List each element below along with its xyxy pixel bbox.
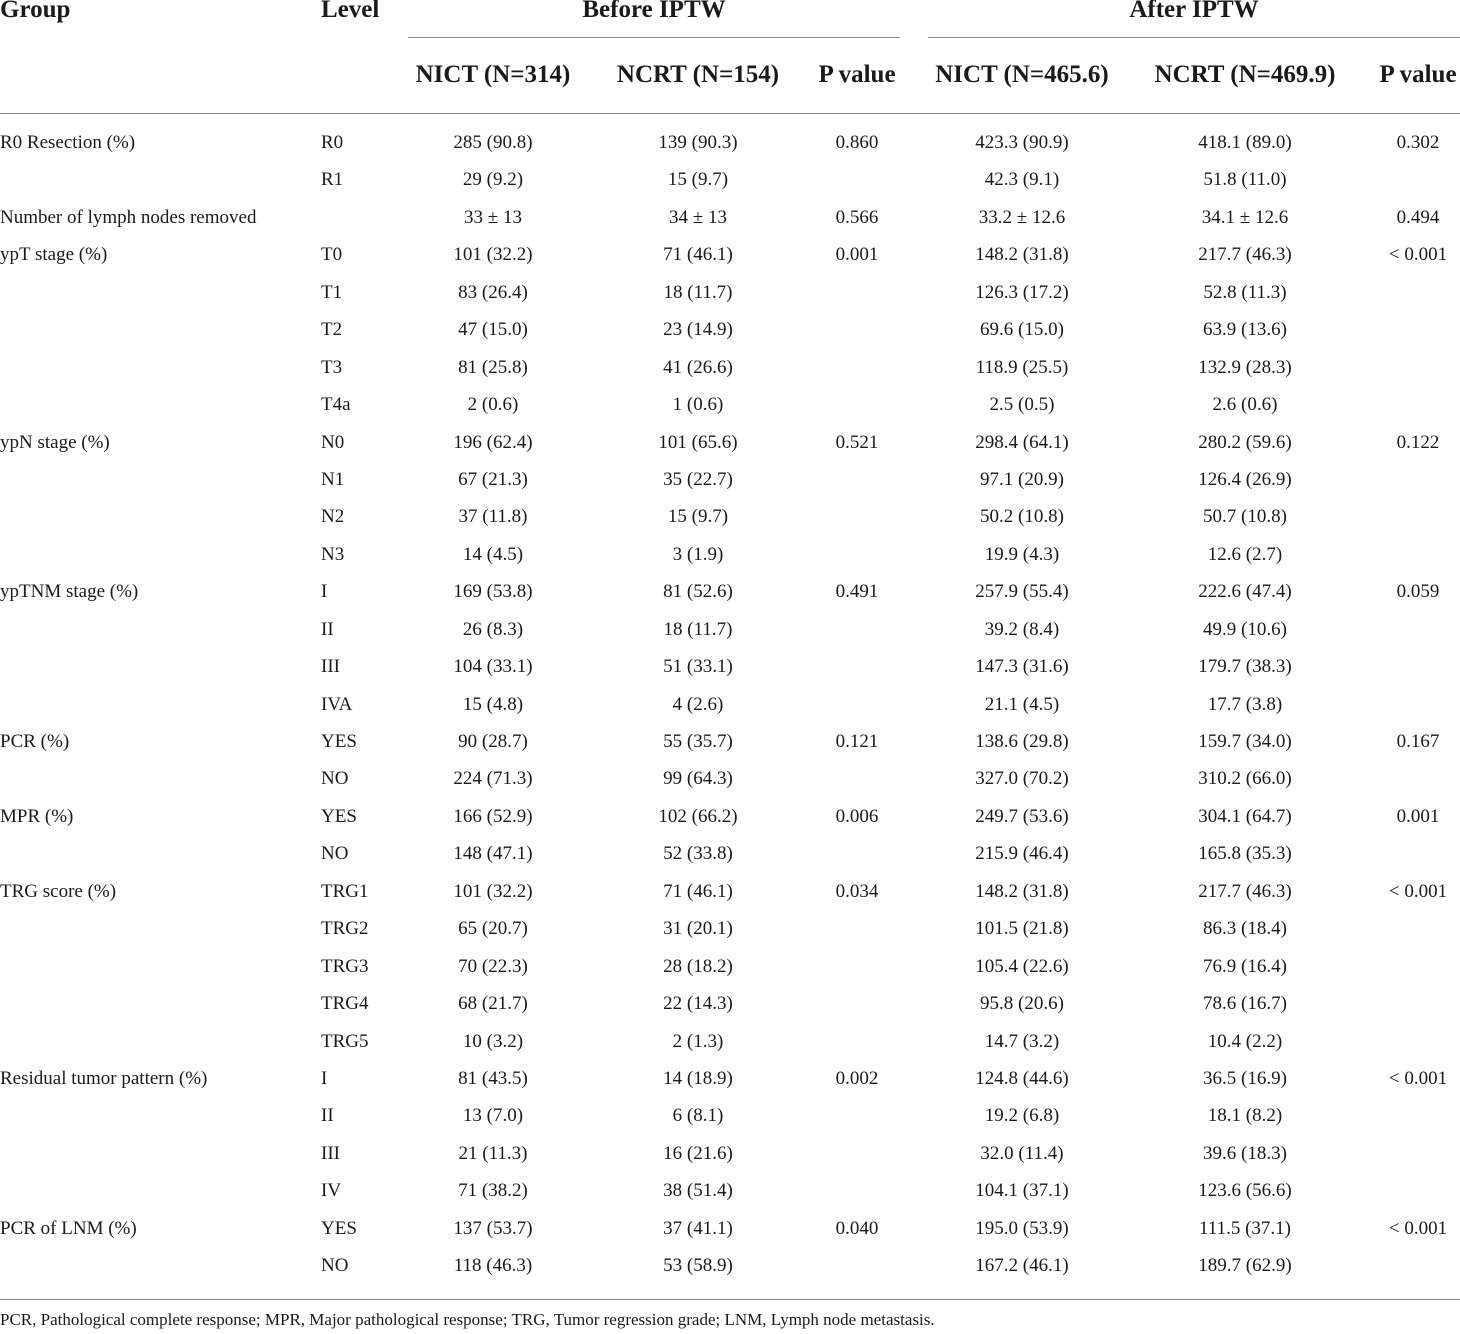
cell-level: III bbox=[321, 656, 340, 678]
cell-ncrt-after: 123.6 (56.6) bbox=[1198, 1180, 1292, 1202]
cell-ncrt-before: 14 (18.9) bbox=[663, 1067, 733, 1089]
cell-ncrt-after: 217.7 (46.3) bbox=[1198, 244, 1292, 266]
cell-nict-before: 90 (28.7) bbox=[458, 731, 528, 752]
cell-ncrt-after: 17.7 (3.8) bbox=[1207, 693, 1283, 715]
cell-nict-after: 138.6 (29.8) bbox=[975, 731, 1069, 752]
cell-ncrt-after: 18.1 (8.2) bbox=[1207, 1105, 1283, 1127]
table-row bbox=[0, 126, 1460, 163]
cell-p-before: 0.860 bbox=[835, 132, 879, 153]
table-row bbox=[0, 238, 1460, 275]
cell-nict-after: 101.5 (21.8) bbox=[975, 918, 1069, 940]
table-row bbox=[0, 688, 1460, 725]
header-p-before: P value bbox=[818, 61, 896, 88]
table-row bbox=[0, 1137, 1460, 1174]
cell-ncrt-before: 37 (41.1) bbox=[663, 1217, 733, 1239]
cell-ncrt-after: 280.2 (59.6) bbox=[1198, 431, 1292, 453]
cell-ncrt-after: 39.6 (18.3) bbox=[1203, 1142, 1287, 1164]
cell-nict-before: 166 (52.9) bbox=[453, 805, 533, 827]
cell-p-before: 0.121 bbox=[835, 731, 879, 752]
cell-nict-before: 33 ± 13 bbox=[464, 206, 522, 228]
cell-group: PCR (%) bbox=[0, 731, 70, 752]
cell-ncrt-before: 99 (64.3) bbox=[663, 768, 733, 790]
cell-group: ypT stage (%) bbox=[0, 244, 108, 266]
cell-ncrt-after: 217.7 (46.3) bbox=[1198, 880, 1292, 902]
cell-nict-before: 81 (43.5) bbox=[458, 1067, 528, 1089]
cell-p-before: 0.521 bbox=[835, 431, 879, 453]
cell-nict-after: 97.1 (20.9) bbox=[980, 468, 1064, 490]
cell-nict-before: 68 (21.7) bbox=[458, 993, 528, 1015]
cell-nict-before: 15 (4.8) bbox=[462, 693, 524, 715]
cell-nict-after: 195.0 (53.9) bbox=[975, 1217, 1069, 1239]
cell-nict-after: 423.3 (90.9) bbox=[975, 132, 1069, 153]
cell-level: TRG1 bbox=[321, 880, 369, 902]
cell-nict-before: 21 (11.3) bbox=[458, 1142, 528, 1164]
table-row bbox=[0, 313, 1460, 350]
cell-level: IVA bbox=[321, 693, 353, 715]
cell-level: I bbox=[321, 581, 328, 603]
cell-ncrt-before: 15 (9.7) bbox=[667, 169, 729, 191]
cell-p-before: 0.566 bbox=[835, 206, 879, 228]
cell-ncrt-after: 310.2 (66.0) bbox=[1198, 768, 1292, 790]
table-row bbox=[0, 762, 1460, 799]
header-before-iptw: Before IPTW bbox=[582, 0, 726, 23]
cell-nict-before: 65 (20.7) bbox=[458, 918, 528, 940]
cell-group: PCR of LNM (%) bbox=[0, 1217, 137, 1239]
cell-ncrt-before: 71 (46.1) bbox=[663, 880, 733, 902]
cell-ncrt-before: 6 (8.1) bbox=[672, 1105, 724, 1127]
cell-level: T2 bbox=[321, 319, 343, 341]
cell-nict-after: 167.2 (46.1) bbox=[975, 1255, 1069, 1277]
cell-level: T0 bbox=[321, 244, 343, 266]
cell-nict-after: 19.2 (6.8) bbox=[984, 1105, 1060, 1127]
cell-p-before: 0.006 bbox=[835, 805, 879, 827]
cell-p-after: 0.167 bbox=[1396, 731, 1440, 752]
table-row bbox=[0, 613, 1460, 650]
cell-level: T1 bbox=[321, 281, 343, 303]
cell-nict-after: 32.0 (11.4) bbox=[980, 1142, 1064, 1164]
cell-ncrt-before: 52 (33.8) bbox=[663, 843, 733, 865]
cell-group: TRG score (%) bbox=[0, 880, 117, 902]
table-row bbox=[0, 538, 1460, 575]
table-row bbox=[0, 276, 1460, 313]
cell-p-after: 0.122 bbox=[1396, 431, 1440, 453]
header-p-after: P value bbox=[1379, 61, 1457, 88]
cell-ncrt-before: 22 (14.3) bbox=[663, 993, 733, 1015]
cell-p-before: 0.491 bbox=[835, 581, 879, 603]
cell-nict-before: 10 (3.2) bbox=[462, 1030, 524, 1052]
cell-level: II bbox=[321, 1105, 334, 1127]
cell-p-before: 0.002 bbox=[835, 1067, 879, 1089]
cell-level: TRG2 bbox=[321, 918, 369, 940]
cell-ncrt-after: 189.7 (62.9) bbox=[1198, 1255, 1292, 1277]
header-after-iptw: After IPTW bbox=[1129, 0, 1259, 23]
cell-nict-before: 71 (38.2) bbox=[458, 1180, 528, 1202]
cell-ncrt-before: 139 (90.3) bbox=[658, 132, 738, 153]
cell-p-after: < 0.001 bbox=[1388, 1067, 1448, 1089]
cell-ncrt-before: 102 (66.2) bbox=[658, 805, 738, 827]
table-row bbox=[0, 388, 1460, 425]
cell-nict-before: 37 (11.8) bbox=[458, 506, 528, 528]
cell-ncrt-after: 10.4 (2.2) bbox=[1207, 1030, 1283, 1052]
cell-ncrt-after: 2.6 (0.6) bbox=[1212, 394, 1278, 416]
after-iptw-rule bbox=[928, 37, 1460, 38]
cell-ncrt-after: 159.7 (34.0) bbox=[1198, 731, 1292, 752]
cell-group: ypTNM stage (%) bbox=[0, 581, 139, 603]
cell-p-after: 0.001 bbox=[1396, 805, 1440, 827]
table-row bbox=[0, 575, 1460, 612]
cell-ncrt-after: 50.7 (10.8) bbox=[1203, 506, 1287, 528]
cell-level: III bbox=[321, 1142, 340, 1164]
cell-nict-before: 67 (21.3) bbox=[458, 468, 528, 490]
cell-nict-after: 14.7 (3.2) bbox=[984, 1030, 1060, 1052]
cell-level: TRG3 bbox=[321, 955, 369, 977]
cell-level: NO bbox=[321, 843, 349, 865]
cell-nict-after: 327.0 (70.2) bbox=[975, 768, 1069, 790]
cell-ncrt-before: 16 (21.6) bbox=[663, 1142, 733, 1164]
cell-ncrt-after: 165.8 (35.3) bbox=[1198, 843, 1292, 865]
cell-ncrt-after: 86.3 (18.4) bbox=[1203, 918, 1287, 940]
cell-p-after: < 0.001 bbox=[1388, 880, 1448, 902]
cell-ncrt-after: 76.9 (16.4) bbox=[1203, 955, 1287, 977]
table-row bbox=[0, 426, 1460, 463]
cell-nict-after: 126.3 (17.2) bbox=[975, 281, 1069, 303]
cell-p-before: 0.034 bbox=[835, 880, 879, 902]
cell-ncrt-before: 28 (18.2) bbox=[663, 955, 733, 977]
cell-level: N2 bbox=[321, 506, 345, 528]
cell-nict-before: 224 (71.3) bbox=[453, 768, 533, 790]
cell-nict-before: 29 (9.2) bbox=[462, 169, 524, 191]
cell-nict-after: 95.8 (20.6) bbox=[980, 993, 1064, 1015]
cell-ncrt-after: 111.5 (37.1) bbox=[1199, 1217, 1291, 1239]
cell-ncrt-before: 35 (22.7) bbox=[663, 468, 733, 490]
cell-nict-before: 196 (62.4) bbox=[453, 431, 533, 453]
cell-ncrt-after: 78.6 (16.7) bbox=[1203, 993, 1287, 1015]
cell-ncrt-after: 222.6 (47.4) bbox=[1198, 581, 1292, 603]
cell-nict-after: 298.4 (64.1) bbox=[975, 431, 1069, 453]
cell-ncrt-before: 101 (65.6) bbox=[658, 431, 738, 453]
cell-nict-before: 14 (4.5) bbox=[462, 543, 524, 565]
cell-level: R1 bbox=[321, 169, 344, 191]
cell-level: YES bbox=[321, 805, 357, 827]
cell-nict-before: 104 (33.1) bbox=[453, 656, 533, 678]
cell-ncrt-before: 3 (1.9) bbox=[672, 543, 724, 565]
cell-ncrt-after: 179.7 (38.3) bbox=[1198, 656, 1292, 678]
table-row bbox=[0, 800, 1460, 837]
header-ncrt-after: NCRT (N=469.9) bbox=[1154, 61, 1336, 88]
table-row bbox=[0, 1212, 1460, 1249]
cell-nict-before: 83 (26.4) bbox=[458, 281, 528, 303]
cell-ncrt-before: 1 (0.6) bbox=[672, 394, 724, 416]
cell-nict-after: 148.2 (31.8) bbox=[975, 880, 1069, 902]
cell-level: YES bbox=[321, 731, 357, 752]
cell-level: I bbox=[321, 1067, 328, 1089]
cell-p-before: 0.001 bbox=[835, 244, 879, 266]
cell-level: IV bbox=[321, 1180, 342, 1202]
table-row bbox=[0, 1249, 1460, 1286]
cell-level: N0 bbox=[321, 431, 345, 453]
cell-level: II bbox=[321, 618, 334, 640]
cell-nict-before: 26 (8.3) bbox=[462, 618, 524, 640]
cell-group: Residual tumor pattern (%) bbox=[0, 1067, 208, 1089]
cell-nict-before: 47 (15.0) bbox=[458, 319, 528, 341]
cell-nict-before: 2 (0.6) bbox=[467, 394, 519, 416]
table-row bbox=[0, 837, 1460, 874]
cell-group: MPR (%) bbox=[0, 805, 74, 827]
cell-level: YES bbox=[321, 1217, 357, 1239]
cell-level: T3 bbox=[321, 356, 343, 378]
table-body bbox=[0, 126, 1460, 1287]
cell-level: NO bbox=[321, 1255, 349, 1277]
cell-nict-before: 285 (90.8) bbox=[453, 132, 533, 153]
cell-ncrt-after: 34.1 ± 12.6 bbox=[1201, 206, 1289, 228]
cell-nict-after: 50.2 (10.8) bbox=[980, 506, 1064, 528]
cell-level: TRG5 bbox=[321, 1030, 369, 1052]
cell-p-after: 0.059 bbox=[1396, 581, 1440, 603]
cell-nict-after: 2.5 (0.5) bbox=[989, 394, 1055, 416]
cell-level: T4a bbox=[321, 394, 351, 416]
cell-ncrt-before: 2 (1.3) bbox=[672, 1030, 724, 1052]
cell-nict-after: 19.9 (4.3) bbox=[984, 543, 1060, 565]
cell-ncrt-after: 63.9 (13.6) bbox=[1203, 319, 1287, 341]
cell-p-after: < 0.001 bbox=[1388, 1217, 1448, 1239]
cell-nict-after: 249.7 (53.6) bbox=[975, 805, 1069, 827]
table-row bbox=[0, 201, 1460, 238]
cell-group: Number of lymph nodes removed bbox=[0, 206, 257, 228]
table-row bbox=[0, 351, 1460, 388]
cell-level: N3 bbox=[321, 543, 345, 565]
cell-nict-before: 169 (53.8) bbox=[453, 581, 533, 603]
cell-ncrt-after: 126.4 (26.9) bbox=[1198, 468, 1292, 490]
cell-level: NO bbox=[321, 768, 349, 790]
cell-nict-after: 105.4 (22.6) bbox=[975, 955, 1069, 977]
header-bottom-rule bbox=[0, 113, 1460, 114]
header-nict-before: NICT (N=314) bbox=[415, 61, 571, 88]
cell-nict-after: 148.2 (31.8) bbox=[975, 244, 1069, 266]
before-iptw-rule bbox=[408, 37, 900, 38]
cell-ncrt-before: 18 (11.7) bbox=[663, 618, 733, 640]
cell-p-after: < 0.001 bbox=[1388, 244, 1448, 266]
header-nict-after: NICT (N=465.6) bbox=[935, 61, 1109, 88]
table-row bbox=[0, 1174, 1460, 1211]
cell-ncrt-before: 38 (51.4) bbox=[663, 1180, 733, 1202]
table-row bbox=[0, 1025, 1460, 1062]
cell-ncrt-after: 36.5 (16.9) bbox=[1203, 1067, 1287, 1089]
cell-ncrt-before: 41 (26.6) bbox=[663, 356, 733, 378]
table-bottom-rule bbox=[0, 1299, 1460, 1300]
table-row bbox=[0, 463, 1460, 500]
cell-ncrt-after: 304.1 (64.7) bbox=[1198, 805, 1292, 827]
cell-p-after: 0.494 bbox=[1396, 206, 1440, 228]
cell-ncrt-before: 51 (33.1) bbox=[663, 656, 733, 678]
cell-group: R0 Resection (%) bbox=[0, 132, 136, 153]
cell-nict-after: 42.3 (9.1) bbox=[984, 169, 1060, 191]
cell-ncrt-after: 132.9 (28.3) bbox=[1198, 356, 1292, 378]
cell-ncrt-before: 71 (46.1) bbox=[663, 244, 733, 266]
cell-ncrt-after: 51.8 (11.0) bbox=[1203, 169, 1287, 191]
cell-ncrt-before: 23 (14.9) bbox=[663, 319, 733, 341]
cell-nict-after: 257.9 (55.4) bbox=[975, 581, 1069, 603]
header-group: Group bbox=[0, 0, 71, 23]
cell-nict-after: 104.1 (37.1) bbox=[975, 1180, 1069, 1202]
cell-group: ypN stage (%) bbox=[0, 431, 110, 453]
cell-nict-after: 147.3 (31.6) bbox=[975, 656, 1069, 678]
cell-nict-before: 148 (47.1) bbox=[453, 843, 533, 865]
cell-ncrt-before: 31 (20.1) bbox=[663, 918, 733, 940]
cell-ncrt-before: 34 ± 13 bbox=[669, 206, 727, 228]
cell-p-after: 0.302 bbox=[1396, 132, 1440, 153]
table-row bbox=[0, 950, 1460, 987]
table-row bbox=[0, 1062, 1460, 1099]
cell-nict-after: 124.8 (44.6) bbox=[975, 1067, 1069, 1089]
cell-nict-before: 137 (53.7) bbox=[453, 1217, 533, 1239]
cell-level: TRG4 bbox=[321, 993, 369, 1015]
cell-level: R0 bbox=[321, 132, 344, 153]
header-level: Level bbox=[321, 0, 380, 23]
cell-ncrt-after: 49.9 (10.6) bbox=[1203, 618, 1287, 640]
cell-nict-before: 70 (22.3) bbox=[458, 955, 528, 977]
table-row bbox=[0, 875, 1460, 912]
cell-nict-after: 21.1 (4.5) bbox=[984, 693, 1060, 715]
cell-nict-before: 101 (32.2) bbox=[453, 880, 533, 902]
table-row bbox=[0, 1099, 1460, 1136]
table-row bbox=[0, 650, 1460, 687]
cell-nict-before: 13 (7.0) bbox=[462, 1105, 524, 1127]
cell-nict-before: 101 (32.2) bbox=[453, 244, 533, 266]
cell-nict-after: 39.2 (8.4) bbox=[984, 618, 1060, 640]
cell-ncrt-before: 53 (58.9) bbox=[663, 1255, 733, 1277]
table-row bbox=[0, 500, 1460, 537]
cell-nict-after: 33.2 ± 12.6 bbox=[978, 206, 1066, 228]
header-ncrt-before: NCRT (N=154) bbox=[616, 61, 780, 88]
table-row bbox=[0, 912, 1460, 949]
table-row bbox=[0, 725, 1460, 762]
table-row bbox=[0, 163, 1460, 200]
cell-level: N1 bbox=[321, 468, 345, 490]
cell-ncrt-after: 418.1 (89.0) bbox=[1198, 132, 1292, 153]
cell-nict-after: 215.9 (46.4) bbox=[975, 843, 1069, 865]
cell-nict-after: 118.9 (25.5) bbox=[975, 356, 1069, 378]
cell-ncrt-before: 18 (11.7) bbox=[663, 281, 733, 303]
footnote: PCR, Pathological complete response; MPR, Major pathological response; TRG, Tumor regression grade; LNM, Lymph node metastasis. bbox=[0, 1310, 935, 1329]
cell-ncrt-before: 55 (35.7) bbox=[663, 731, 733, 752]
cell-nict-after: 69.6 (15.0) bbox=[980, 319, 1064, 341]
table-header bbox=[0, 0, 1460, 114]
cell-p-before: 0.040 bbox=[835, 1217, 879, 1239]
cell-nict-before: 81 (25.8) bbox=[458, 356, 528, 378]
cell-ncrt-after: 52.8 (11.3) bbox=[1203, 281, 1287, 303]
table-row bbox=[0, 987, 1460, 1024]
cell-ncrt-before: 15 (9.7) bbox=[667, 506, 729, 528]
cell-ncrt-before: 81 (52.6) bbox=[663, 581, 733, 603]
cell-ncrt-before: 4 (2.6) bbox=[672, 693, 724, 715]
cell-nict-before: 118 (46.3) bbox=[453, 1255, 533, 1277]
cell-ncrt-after: 12.6 (2.7) bbox=[1207, 543, 1283, 565]
